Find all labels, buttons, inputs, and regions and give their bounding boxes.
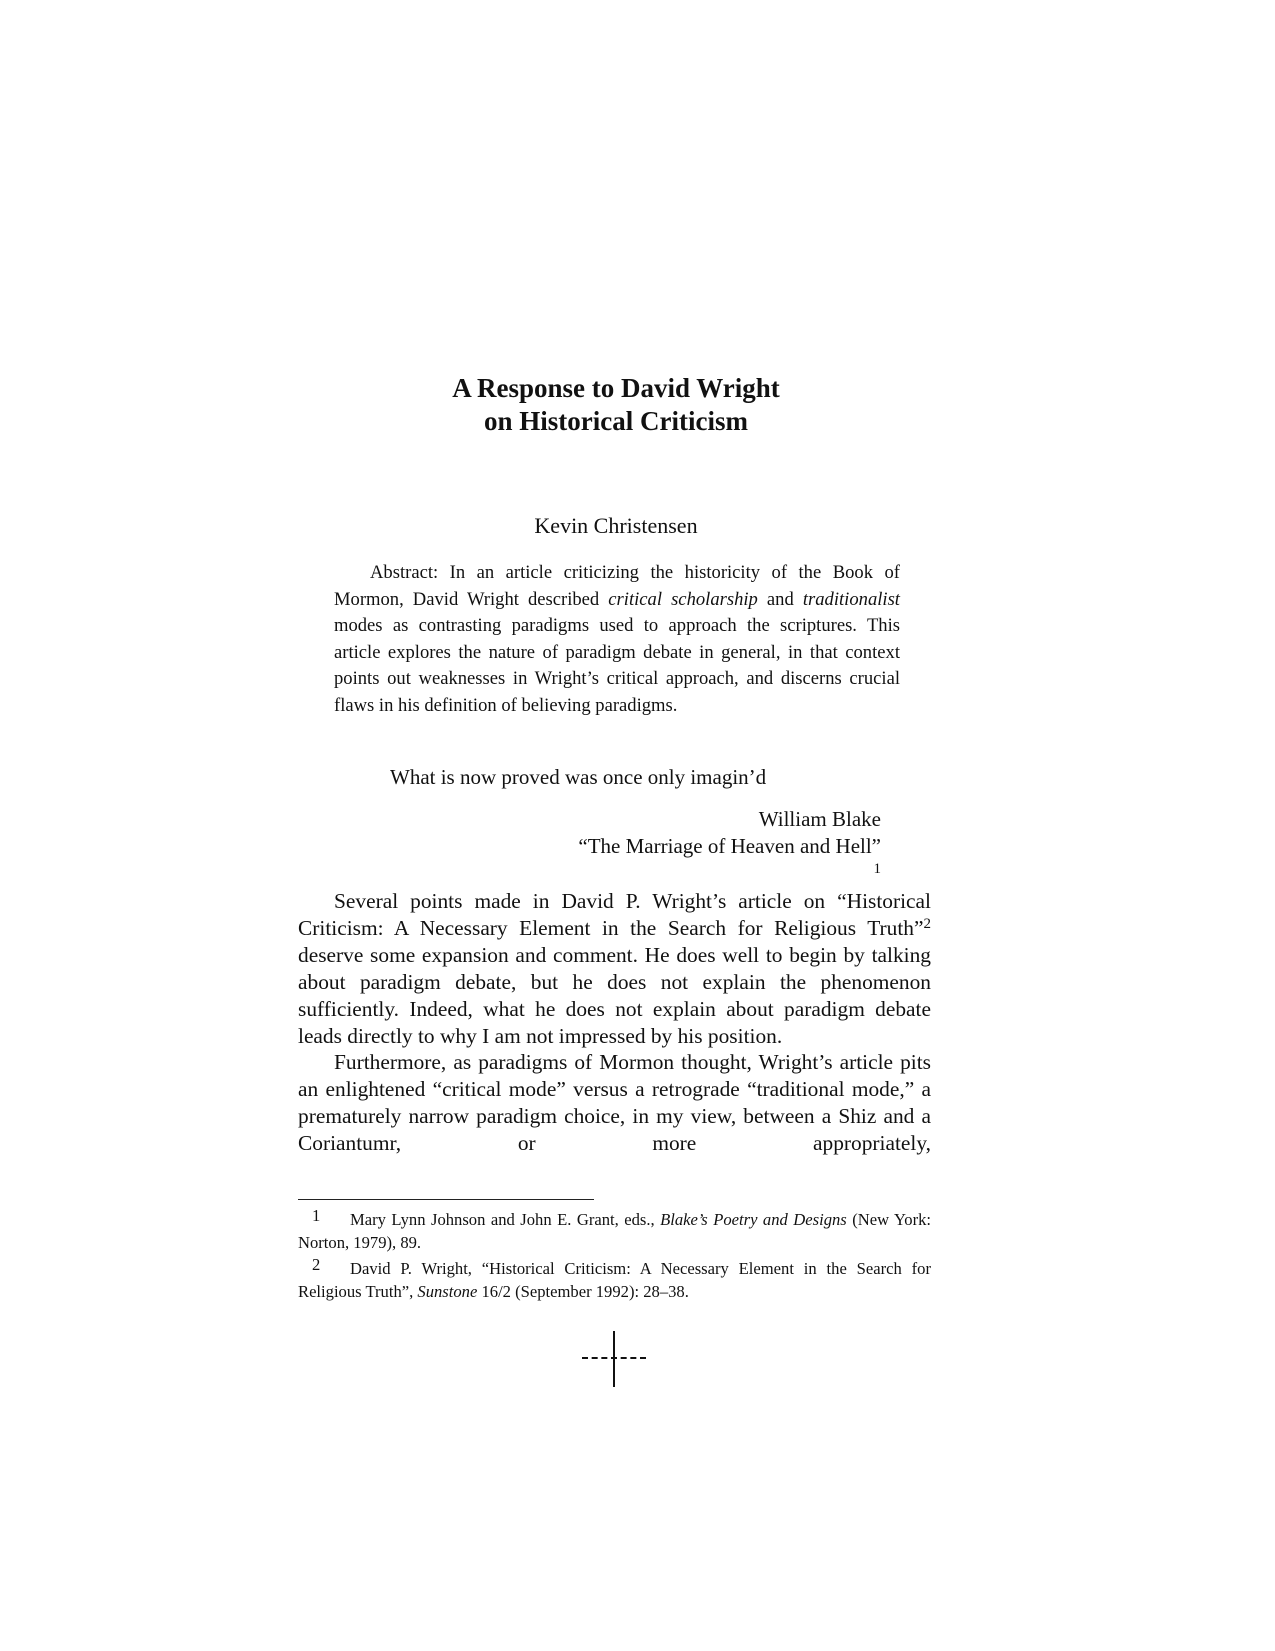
- body-text: [298, 888, 931, 1157]
- footnote-1-number: 1: [312, 1206, 321, 1225]
- abstract-emphasis-2: traditionalist: [802, 588, 900, 610]
- epigraph-quote: What is now proved was once only imagin’d: [390, 765, 767, 789]
- attribution-name: William Blake: [758, 807, 881, 831]
- author-name: Kevin Christensen: [534, 513, 698, 538]
- footnote-1-text-a: Mary Lynn Johnson and John E. Grant, eds.,: [350, 1210, 661, 1229]
- footnote-2-text-b: 16/2 (September 1992): 28–38.: [477, 1281, 689, 1301]
- paragraph-1: [298, 888, 931, 1049]
- abstract-text-1: Abstract: In an article criticizing the historicity of the Book of Mormon, David Wright described: [334, 562, 900, 610]
- title-line-1: A Response to David Wright: [452, 373, 780, 403]
- footnote-1-text-b: (New York: Norton, 1979), 89.: [298, 1210, 931, 1252]
- footnote-ref-2[interactable]: 2: [923, 915, 931, 932]
- footnote-2-emphasis: Sunstone: [417, 1281, 478, 1301]
- footnote-separator: [298, 1199, 594, 1200]
- abstract: [334, 560, 900, 719]
- abstract-text-2: and: [757, 588, 803, 610]
- footnote-2-number: 2: [312, 1255, 321, 1274]
- paragraph-1-text-b: deserve some expansion and comment. He does well to begin by talking about paradigm debate, but he does not explain the phenomenon sufficiently. Indeed, what he does not explain about paradigm debate leads directly to why I am not impressed by his position.: [298, 942, 931, 1048]
- article-title: [0, 372, 1232, 438]
- epigraph-attribution: [0, 806, 881, 887]
- footnotes: [298, 1205, 931, 1303]
- title-line-2: on Historical Criticism: [484, 406, 748, 436]
- attribution-work-title: “The Marriage of Heaven and Hell”: [578, 834, 881, 858]
- crop-mark-icon: [582, 1331, 646, 1387]
- footnote-2: [298, 1254, 931, 1303]
- attribution-work: [0, 833, 881, 887]
- crop-mark-horizontal: [582, 1357, 646, 1359]
- paragraph-2: Furthermore, as paradigms of Mormon thought, Wright’s article pits an enlightened “critical mode” versus a retrograde “traditional mode,” a prematurely narrow paradigm choice, in my view, between a Shiz and a Coriantumr, or more appropriately,: [298, 1050, 931, 1156]
- abstract-text-3: modes as contrasting paradigms used to approach the scriptures. This article explores the nature of paradigm debate in general, in that context points out weaknesses in Wright’s critical approach, and discerns crucial flaws in his definition of believing paradigms.: [334, 615, 900, 716]
- footnote-1-emphasis: Blake’s Poetry and Designs: [660, 1210, 847, 1229]
- crop-mark-vertical: [613, 1331, 615, 1387]
- paragraph-1-text-a: Several points made in David P. Wright’s article on “Historical Criticism: A Necessary Element in the Search for Religious Truth”: [298, 889, 931, 940]
- abstract-emphasis-1: critical scholarship: [608, 588, 758, 610]
- footnote-1: [298, 1205, 931, 1254]
- footnote-2-text-a: David P. Wright, “Historical Criticism: A Necessary Element in the Search for Religious Truth”,: [298, 1259, 931, 1301]
- footnote-ref-1[interactable]: 1: [873, 861, 881, 877]
